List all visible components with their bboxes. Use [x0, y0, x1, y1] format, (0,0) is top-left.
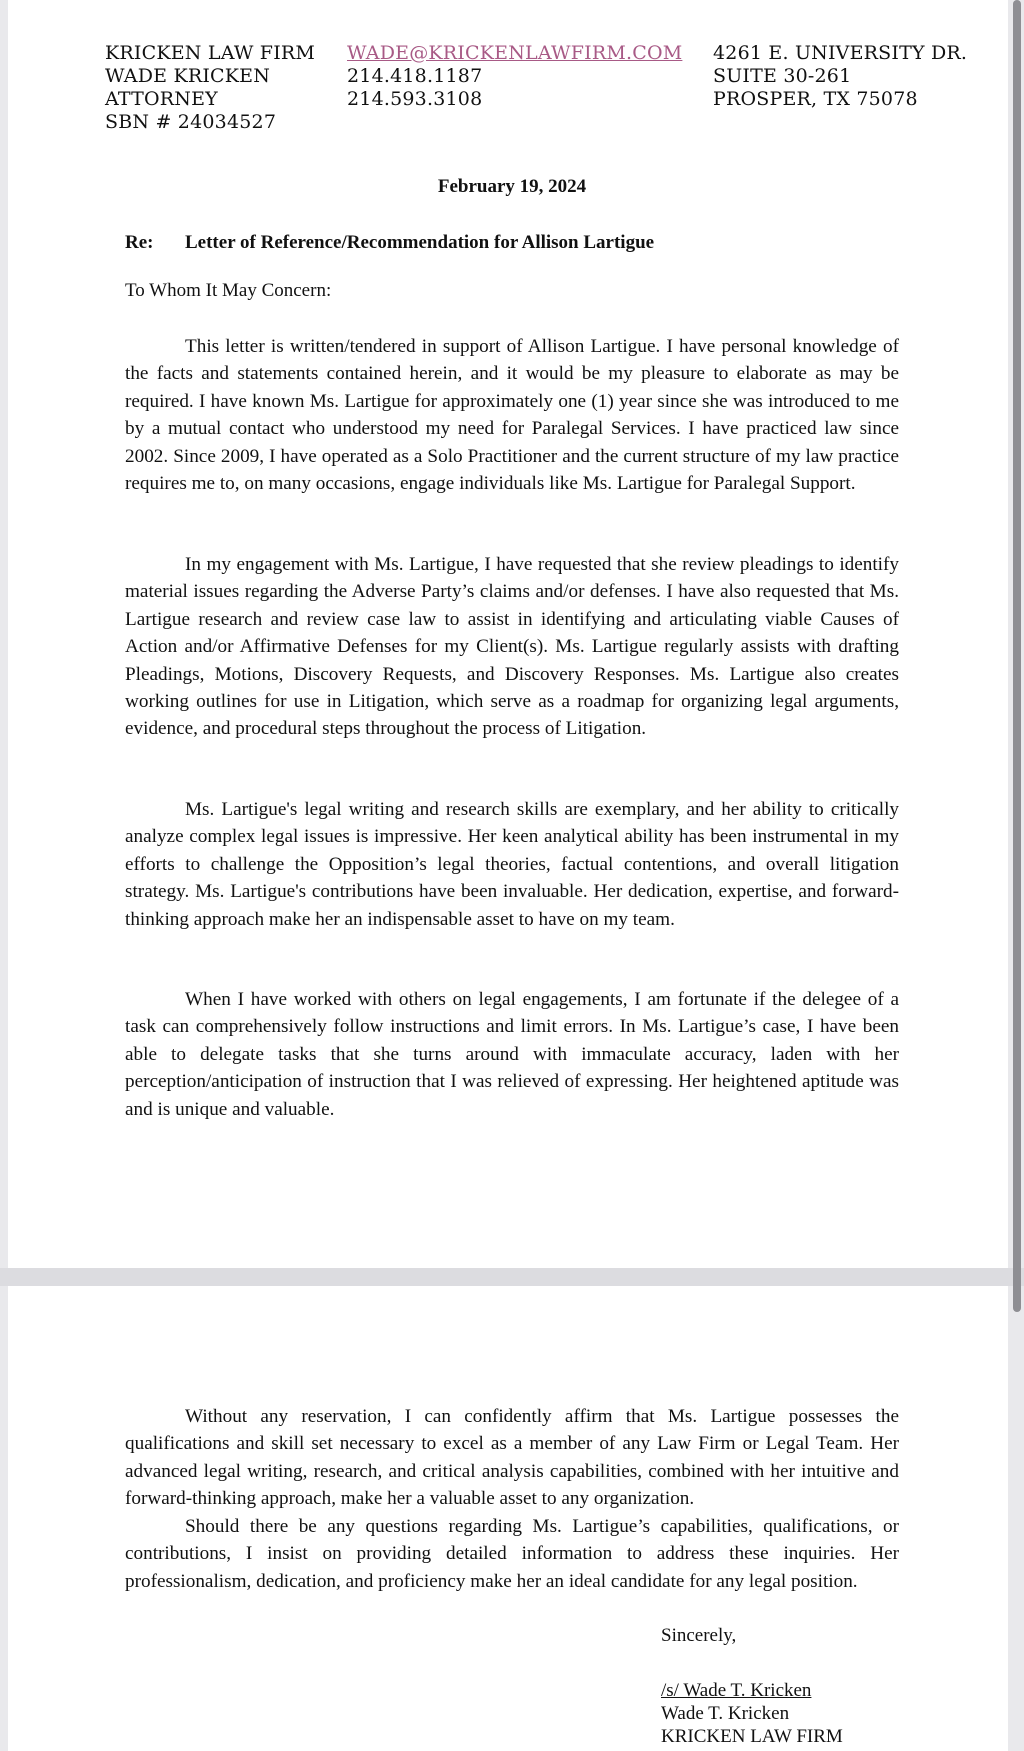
subject-label: Re:	[125, 232, 154, 253]
attorney-title: ATTORNEY	[105, 88, 218, 110]
paragraph-3: Ms. Lartigue's legal writing and research skills are exemplary, and her ability to critically analyze complex legal issues is impressive. Her keen analytical ability has been instrumental in my efforts to challenge the Opposition’s legal theories, factual contentions, and overall litigation strategy. Ms. Lartigue's contributions have been invaluable. Her dedication, expertise, and forward-thinking approach make her an indispensable asset to have on my team.	[125, 799, 899, 930]
firm-name: KRICKEN LAW FIRM	[105, 42, 316, 64]
bar-number: SBN # 24034527	[105, 111, 277, 133]
paragraph-6: Should there be any questions regarding Ms. Lartigue’s capabilities, qualifications, or contributions, I insist on providing detailed information to address these inquiries. Her professionalism, dedication, and proficiency make her an ideal candidate for any legal position.	[125, 1516, 899, 1592]
letter-date: February 19, 2024	[437, 176, 587, 197]
page-separator	[0, 1268, 1024, 1286]
firm-info	[105, 42, 315, 134]
paragraph-1: This letter is written/tendered in support of Allison Lartigue. I have personal knowledge of the facts and statements contained herein, and it would be my pleasure to elaborate as may be required. I have known Ms. Lartigue for approximately one (1) year since she was introduced to me by a mutual contact who understood my need for Paralegal Services. I have practiced law since 2002. Since 2009, I have operated as a Solo Practitioner and the current structure of my law practice requires me to, on many occasions, engage individuals like Ms. Lartigue for Paralegal Support.	[125, 336, 899, 495]
address-line-3: PROSPER, TX 75078	[713, 88, 918, 110]
contact-info	[347, 42, 682, 111]
electronic-signature: /s/ Wade T. Kricken	[661, 1680, 812, 1701]
paragraph-2: In my engagement with Ms. Lartigue, I have requested that she review pleadings to identify material issues regarding the Adverse Party’s claims and/or defenses. I have also requested that Ms. Lartigue research and review case law to assist in identifying and articulating viable Causes of Action and/or Affirmative Defenses for my Client(s). Ms. Lartigue regularly assists with drafting Pleadings, Motions, Discovery Requests, and Discovery Responses. Ms. Lartigue also creates working outlines for use in Litigation, which serve as a roadmap for organizing legal arguments, evidence, and procedural steps throughout the process of Litigation.	[125, 554, 899, 740]
paragraph-4: When I have worked with others on legal engagements, I am fortunate if the delegee of a task can comprehensively follow instructions and limit errors. In Ms. Lartigue’s case, I have been able to delegate tasks that she turns around with immaculate accuracy, laden with her perception/anticipation of instruction that I was relieved of expressing. Her heightened aptitude was and is unique and valuable.	[125, 989, 899, 1120]
signer-firm: KRICKEN LAW FIRM	[661, 1726, 843, 1747]
address-line-1: 4261 E. UNIVERSITY DR.	[713, 42, 968, 64]
closing-sincerely: Sincerely,	[661, 1625, 737, 1646]
signature-block	[661, 1679, 843, 1748]
subject-text: Letter of Reference/Recommendation for Allison Lartigue	[185, 232, 655, 253]
signer-name: Wade T. Kricken	[661, 1703, 790, 1724]
phone-1: 214.418.1187	[347, 65, 483, 87]
address-info	[713, 42, 967, 111]
subject-line	[125, 232, 654, 254]
phone-2: 214.593.3108	[347, 88, 483, 110]
paragraph-5: Without any reservation, I can confidently affirm that Ms. Lartigue possesses the qualifications and skill set necessary to excel as a member of any Law Firm or Legal Team. Her advanced legal writing, research, and critical analysis capabilities, combined with her intuitive and forward-thinking approach, make her a valuable asset to any organization.	[125, 1406, 899, 1510]
email-link[interactable]: WADE@KRICKENLAWFIRM.COM	[347, 42, 683, 64]
attorney-name: WADE KRICKEN	[105, 65, 271, 87]
address-line-2: SUITE 30-261	[713, 65, 852, 87]
salutation: To Whom It May Concern:	[125, 280, 332, 301]
